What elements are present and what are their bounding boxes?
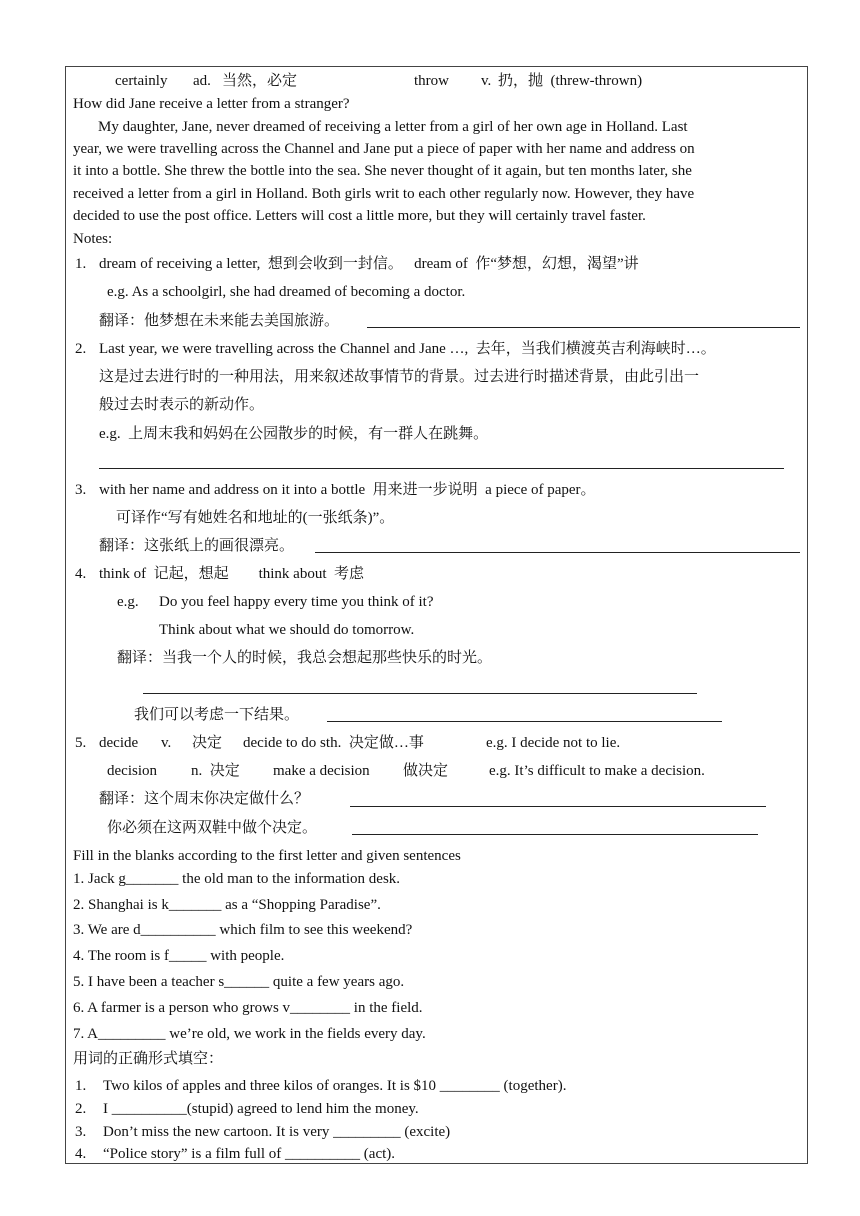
- note-1-text: dream of receiving a letter, 想到会收到一封信。 dream of 作“梦想，幻想，渴望”讲: [99, 256, 639, 272]
- passage-line: My daughter, Jane, never dreamed of receiving a letter from a girl of her own age in Holland. Last: [98, 119, 688, 135]
- word-form-item: Two kilos of apples and three kilos of oranges. It is $10 ________ (together).: [103, 1078, 567, 1094]
- word-form-number: 3.: [75, 1124, 87, 1140]
- note-3-translation: 翻译：这张纸上的画很漂亮。: [99, 538, 295, 554]
- word-form-heading: 用词的正确形式填空：: [73, 1051, 224, 1067]
- vocab-pos-certainly: ad.: [193, 73, 211, 89]
- passage-line: it into a bottle. She threw the bottle into the sea. She never thought of it again, but ten months later, she: [73, 163, 692, 179]
- passage-line: year, we were travelling across the Channel and Jane put a piece of paper with her name and address on: [73, 141, 695, 157]
- answer-line[interactable]: [352, 834, 758, 835]
- note-1-number: 1.: [75, 256, 87, 272]
- note-4-example: Do you feel happy every time you think of it?: [159, 594, 434, 610]
- note-1-example: e.g. As a schoolgirl, she had dreamed of becoming a doctor.: [107, 284, 466, 300]
- note-5-meaning: 决定: [192, 735, 223, 751]
- note-2-text: 这是过去进行时的一种用法，用来叙述故事情节的背景。过去进行时描述背景，由此引出一: [99, 369, 700, 385]
- word-form-number: 2.: [75, 1101, 87, 1117]
- note-5-word: decision: [107, 763, 157, 779]
- fill-blank-item: 2. Shanghai is k_______ as a “Shopping Paradise”.: [73, 897, 381, 913]
- reading-question: How did Jane receive a letter from a stranger?: [73, 96, 350, 112]
- note-4-example: Think about what we should do tomorrow.: [159, 622, 415, 638]
- note-2-text: 般过去时表示的新动作。: [99, 397, 265, 413]
- fill-blank-item: 7. A_________ we’re old, we work in the fields every day.: [73, 1026, 426, 1042]
- answer-line[interactable]: [143, 693, 697, 694]
- word-form-item: I __________(stupid) agreed to lend him the money.: [103, 1101, 419, 1117]
- note-5-meaning: n. 决定: [191, 763, 240, 779]
- passage-line: decided to use the post office. Letters will cost a little more, but they will certainly travel faster.: [73, 208, 646, 224]
- fill-blank-item: 5. I have been a teacher s______ quite a few years ago.: [73, 974, 405, 990]
- word-form-number: 1.: [75, 1078, 87, 1094]
- note-2-number: 2.: [75, 341, 87, 357]
- fill-blank-item: 4. The room is f_____ with people.: [73, 948, 285, 964]
- vocab-meaning-certainly: 当然，必定: [222, 73, 298, 89]
- note-1-translation: 翻译：他梦想在未来能去美国旅游。: [99, 313, 340, 329]
- fill-blank-item: 1. Jack g_______ the old man to the information desk.: [73, 871, 401, 887]
- note-4-number: 4.: [75, 566, 87, 582]
- answer-line[interactable]: [367, 327, 800, 328]
- vocab-meaning-throw: 扔，抛 (threw-thrown): [498, 73, 643, 89]
- note-2-text: Last year, we were travelling across the Channel and Jane …, 去年，当我们横渡英吉利海峡时…。: [99, 341, 716, 357]
- answer-line[interactable]: [350, 806, 766, 807]
- vocab-word-throw: throw: [414, 73, 449, 89]
- fill-blank-item: 6. A farmer is a person who grows v________ in the field.: [73, 1000, 423, 1016]
- note-4-translation: 我们可以考虑一下结果。: [134, 707, 300, 723]
- note-5-phrase: decide to do sth. 决定做…事: [243, 735, 424, 751]
- fill-blank-item: 3. We are d__________ which film to see this weekend?: [73, 922, 413, 938]
- word-form-number: 4.: [75, 1146, 87, 1162]
- note-2-example: e.g. 上周末我和妈妈在公园散步的时候，有一群人在跳舞。: [99, 426, 489, 442]
- note-4-text: think of 记起，想起 think about 考虑: [99, 566, 364, 582]
- note-5-phrase: make a decision: [273, 763, 370, 779]
- vocab-word-certainly: certainly: [115, 73, 168, 89]
- word-form-item: “Police story” is a film full of __________ (act).: [103, 1146, 396, 1162]
- note-4-translation: 翻译：当我一个人的时候，我总会想起那些快乐的时光。: [117, 650, 493, 666]
- answer-line[interactable]: [99, 468, 784, 469]
- note-4-example-label: e.g.: [117, 594, 139, 610]
- note-5-phrase-meaning: 做决定: [403, 763, 449, 779]
- note-5-pos: v.: [161, 735, 172, 751]
- note-5-word: decide: [99, 735, 139, 751]
- passage-line: received a letter from a girl in Holland. Both girls writ to each other regularly now. However, they have: [73, 186, 695, 202]
- note-3-text: with her name and address on it into a bottle 用来进一步说明 a piece of paper。: [99, 482, 596, 498]
- vocab-pos-throw: v.: [481, 73, 492, 89]
- note-5-translation: 翻译：这个周末你决定做什么？: [99, 791, 310, 807]
- answer-line[interactable]: [315, 552, 800, 553]
- notes-heading: Notes:: [73, 231, 113, 247]
- fill-blanks-heading: Fill in the blanks according to the first letter and given sentences: [73, 848, 461, 864]
- note-3-text: 可译作“写有她姓名和地址的(一张纸条)”。: [116, 510, 395, 526]
- answer-line[interactable]: [327, 721, 722, 722]
- note-5-number: 5.: [75, 735, 87, 751]
- note-5-example: e.g. I decide not to lie.: [486, 735, 621, 751]
- word-form-item: Don’t miss the new cartoon. It is very _________ (excite): [103, 1124, 451, 1140]
- note-3-number: 3.: [75, 482, 87, 498]
- note-5-example: e.g. It’s difficult to make a decision.: [489, 763, 705, 779]
- note-5-translation: 你必须在这两双鞋中做个决定。: [107, 820, 318, 836]
